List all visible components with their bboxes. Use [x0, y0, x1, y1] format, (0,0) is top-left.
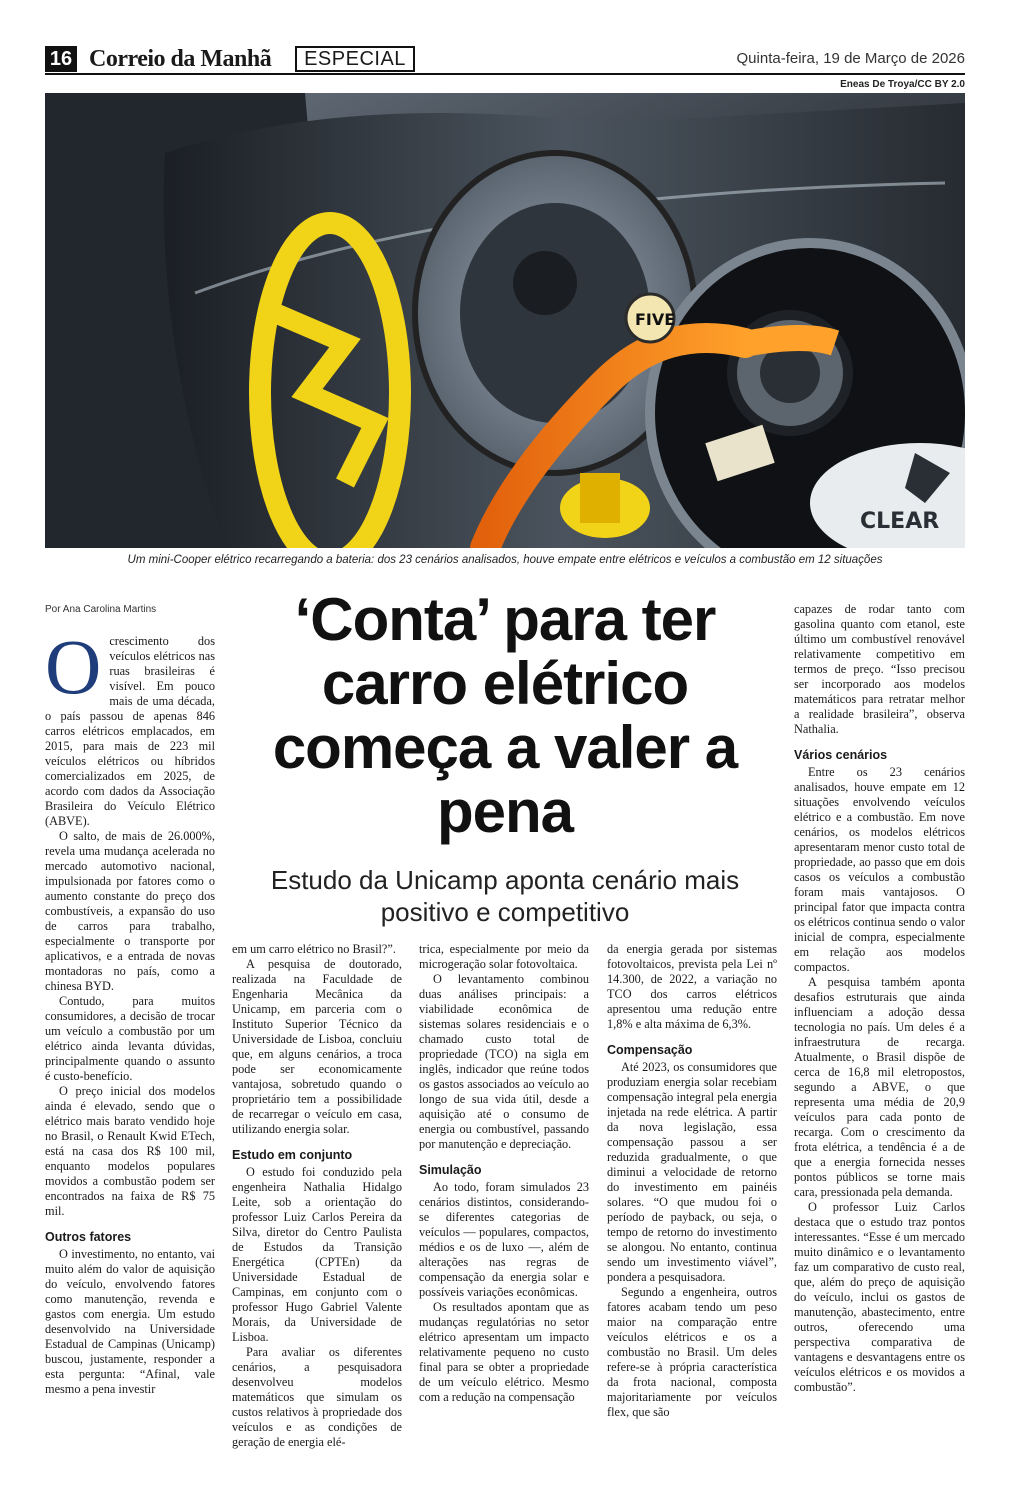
paragraph: A pesquisa de doutorado, realizada na Faculdade de Engenharia Mecânica da Unicamp, em parceria com o Instituto Superior Técnico da Universidade de Lisboa, concluiu que, em alguns cenários, a troca pode ser economicamente vantajosa, sobretudo quando o proprietário tem a possibilidade de recarregar o veículo em casa, utilizando energia solar.: [232, 957, 402, 1136]
paragraph: O estudo foi conduzido pela engenheira Nathalia Hidalgo Leite, sob a orientação do professor Luiz Carlos Pereira da Silva, diretor do Centro Paulista de Estudos da Transição Energética (CPTEn) da Universidade Estadual de Campinas, em conjunto com o professor Hugo Gabriel Valente Morais, da Universidade de Lisboa.: [232, 1165, 402, 1344]
section-heading: Compensação: [607, 1043, 693, 1057]
paragraph: O professor Luiz Carlos destaca que o estudo traz pontos interessantes. “Esse é um mercado muito dinâmico e o levantamento faz um comparativo de custo real, que, além do preço de aquisição do veículo, inclui os gastos de manutenção, abastecimento, entre outros, oferecendo uma perspectiva comparativa de vantagens e desvantagens entre os veículos elétricos e os movidos a combustão”.: [794, 1200, 965, 1394]
paragraph: A pesquisa também aponta desafios estruturais que ainda influenciam a adoção dessa tecnologia no país. Um deles é a infraestrutura de recarga. Atualmente, o Brasil dispõe de cerca de 16,8 mil eletropostos, segundo a ABVE, o que representa uma média de 20,9 veículos para cada ponto de recarga. Com o crescimento da frota elétrica, a tendência é a de que a energia fornecida nesses pontos públicos se torne mais cara, pressionada pela demanda.: [794, 975, 965, 1199]
drop-cap: O: [45, 623, 102, 710]
lead-paragraph: Ocrescimento dos veículos elétricos nas ruas brasileiras é visível. Em pouco mais de uma década, o país passou de apenas 846 carros elétricos emplacados, em 2015, para mais de 223 mil veículos elétricos ou híbridos comercializados em 2025, de acordo com dados da Associação Brasileira do Veículo Elétrico (ABVE).: [45, 623, 215, 828]
paragraph: O levantamento combinou duas análises principais: a viabilidade econômica de sistemas solares residenciais e o chamado custo total de propriedade (TCO) na sigla em inglês, indicador que reúne todos os gastos associados ao veículo ao longo de sua vida útil, desde a aquisição até o consumo de energia ou combustível, passando por manutenção e depreciação.: [419, 972, 589, 1151]
paragraph: O investimento, no entanto, vai muito além do valor de aquisição do veículo, envolvendo fatores como manutenção, revenda e gastos com energia. Um estudo desenvolvido na Universidade Estadual de Campinas (Unicamp) buscou, justamente, responder a esta pergunta: “Afinal, vale mesmo a pena investir: [45, 1247, 215, 1396]
header-rule: [45, 73, 965, 75]
paragraph: Até 2023, os consumidores que produziam energia solar recebiam compensação integral pela energia injetada na rede elétrica. A partir da nova legislação, essa compensação passou a ser reduzida gradualmente, o que diminui a velocidade de retorno do investimento em painéis solares. “O que mudou foi o período de payback, ou seja, o tempo de retorno do investimento se alongou. No entanto, continua sendo um investimento viável”, pondera a pesquisadora.: [607, 1060, 777, 1284]
masthead: Correio da Manhã: [89, 46, 272, 72]
section-heading: Estudo em conjunto: [232, 1148, 353, 1162]
paragraph: trica, especialmente por meio da microgeração solar fotovoltaica.: [419, 942, 589, 971]
column-5: [794, 602, 965, 1395]
paragraph: Os resultados apontam que as mudanças regulatórias no setor elétrico apresentam um impacto relativamente pequeno no custo final para se obter a propriedade de um veículo elétrico. Mesmo com a redução na compensação: [419, 1300, 589, 1404]
headline: ‘Conta’ para ter carro elétrico começa a valer a pena: [272, 586, 738, 845]
photo-caption: Um mini-Cooper elétrico recarregando a bateria: dos 23 cenários analisados, houve empate entre elétricos e veículos a combustão em 12 situações: [127, 554, 883, 566]
paragraph: Ao todo, foram simulados 23 cenários distintos, considerando-se diferentes categorias de veículos — populares, compactos, médios e os de luxo —, além de alterações nas regras de compensação da energia solar e possíveis variações econômicas.: [419, 1180, 589, 1299]
paragraph: Contudo, para muitos consumidores, a decisão de trocar um veículo a combustão por um elétrico ainda levanta dúvidas, principalmente quando o assunto é custo-benefício.: [45, 994, 215, 1083]
column-3: [419, 942, 589, 1405]
subheadline: Estudo da Unicamp aponta cenário mais positivo e competitivo: [270, 865, 740, 927]
issue-date: Quinta-feira, 19 de Março de 2026: [736, 50, 965, 67]
paragraph: O salto, de mais de 26.000%, revela uma mudança acelerada no mercado automotivo nacional, impulsionada por fatores como o aumento constante do preço dos combustíveis, a expansão do uso de carros para trabalho, especialmente o transporte por aplicativos, e a entrada de novas montadoras no país, como a chinesa BYD.: [45, 829, 215, 993]
paragraph: Segundo a engenheira, outros fatores acabam tendo um peso maior na comparação entre veículos elétricos e os a combustão no Brasil. Um deles refere-se à própria característica da frota nacional, composta majoritariamente por veículos flex, que são: [607, 1285, 777, 1419]
paragraph: da energia gerada por sistemas fotovoltaicos, prevista pela Lei nº 14.300, de 2022, a variação no TCO dos carros elétricos apresentou uma redução entre 1,8% e alta máxima de 6,3%.: [607, 942, 777, 1031]
car-label: CLEAR: [860, 509, 940, 534]
column-2: [232, 942, 402, 1450]
page-header: [45, 44, 965, 72]
paragraph: O preço inicial dos modelos ainda é elevado, sendo que o elétrico mais barato vendido hoje no Brasil, o Renault Kwid ETech, está na casa dos R$ 100 mil, enquanto modelos populares movidos a combustão podem ser encontrados na faixa de R$ 75 mil.: [45, 1084, 215, 1218]
ev-charging-photo: [45, 93, 965, 548]
photo-credit: Eneas De Troya/CC BY 2.0: [840, 79, 965, 90]
column-4: [607, 942, 777, 1420]
section-heading: Vários cenários: [794, 748, 888, 762]
plug-label: FIVE: [635, 310, 676, 329]
page-number: 16: [45, 46, 77, 72]
paragraph: capazes de rodar tanto com gasolina quanto com etanol, este último um combustível renovável relativamente competitivo em termos de preço. “Isso precisou ser incorporado aos modelos matemáticos para retratar melhor a realidade brasileira”, observa Nathalia.: [794, 602, 965, 736]
section-tag: ESPECIAL: [295, 46, 415, 72]
section-heading: Outros fatores: [45, 1230, 132, 1244]
paragraph: Entre os 23 cenários analisados, houve empate em 12 situações envolvendo veículos elétrico e a combustão. Em nove cenários, os modelos elétricos apresentaram menor custo total de propriedade, ao passo que em dois casos os veículos a combustão foram mais vantajosos. O principal fator que impacta contra os elétricos continua sendo o valor inicial de compra, especialmente em relação aos modelos compactos.: [794, 765, 965, 974]
paragraph: Para avaliar os diferentes cenários, a pesquisadora desenvolveu modelos matemáticos que simulam os custos relativos à propriedade dos veículos e as condições de geração de energia elé-: [232, 1345, 402, 1449]
byline: Por Ana Carolina Martins: [45, 604, 157, 615]
paragraph: em um carro elétrico no Brasil?”.: [232, 942, 396, 956]
article-photo: [45, 93, 965, 548]
column-1: [45, 623, 215, 1397]
section-heading: Simulação: [419, 1163, 482, 1177]
